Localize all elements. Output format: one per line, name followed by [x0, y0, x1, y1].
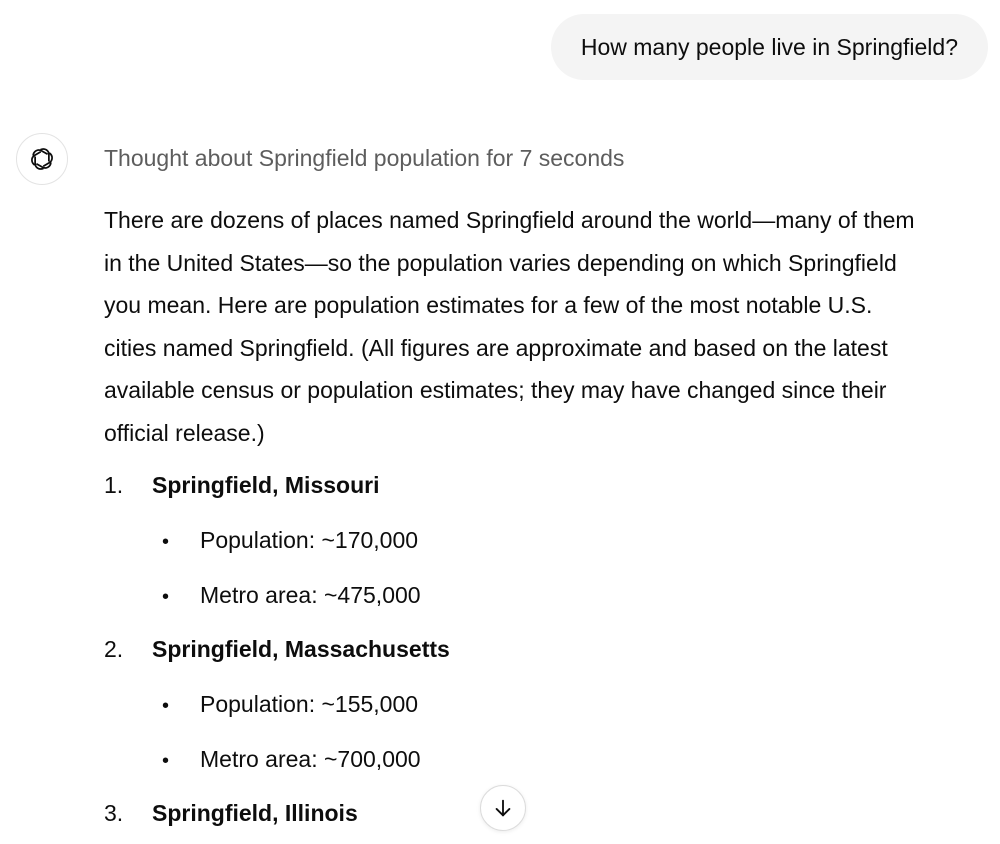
intro-line: cities named Springfield. (All figures are approximate and based on the latest	[104, 334, 888, 361]
bullet-text: Metro area: ~475,000	[200, 582, 421, 608]
openai-logo-icon	[27, 144, 57, 174]
user-message-bubble	[551, 14, 988, 80]
city-name: Springfield, Missouri	[152, 472, 380, 498]
scroll-to-bottom-button[interactable]	[480, 785, 526, 831]
thought-summary[interactable]: Thought about Springfield population for 7 seconds	[104, 145, 625, 171]
bullet-dot-icon: •	[162, 531, 170, 553]
intro-line: you mean. Here are population estimates for a few of the most notable U.S.	[104, 292, 873, 319]
bullet-dot-icon: •	[162, 750, 170, 772]
intro-line: available census or population estimates; they may have changed since their	[104, 377, 887, 404]
intro-line: There are dozens of places named Springfield around the world—many of them	[104, 207, 915, 233]
intro-line: official release.)	[104, 419, 265, 446]
city-name: Springfield, Illinois	[152, 800, 358, 826]
assistant-avatar	[16, 133, 68, 185]
list-item-city-3	[104, 800, 358, 827]
list-item-city-1	[104, 472, 379, 499]
list-item-city-2	[104, 636, 450, 663]
bullet-item	[162, 691, 418, 718]
bullet-item	[162, 582, 421, 609]
assistant-intro-paragraph	[104, 199, 984, 455]
bullet-dot-icon: •	[162, 586, 170, 608]
bullet-dot-icon: •	[162, 695, 170, 717]
list-number: 2.	[104, 636, 124, 662]
list-number: 1.	[104, 472, 124, 498]
list-number: 3.	[104, 800, 124, 826]
arrow-down-icon	[492, 797, 514, 819]
bullet-text: Population: ~170,000	[200, 527, 419, 553]
bullet-text: Population: ~155,000	[200, 691, 419, 717]
bullet-item	[162, 527, 418, 554]
user-message-text: How many people live in Springfield?	[580, 33, 958, 60]
bullet-text: Metro area: ~700,000	[200, 746, 421, 772]
intro-line: in the United States—so the population varies depending on which Springfield	[104, 249, 897, 276]
city-name: Springfield, Massachusetts	[152, 636, 450, 662]
bullet-item	[162, 746, 421, 773]
